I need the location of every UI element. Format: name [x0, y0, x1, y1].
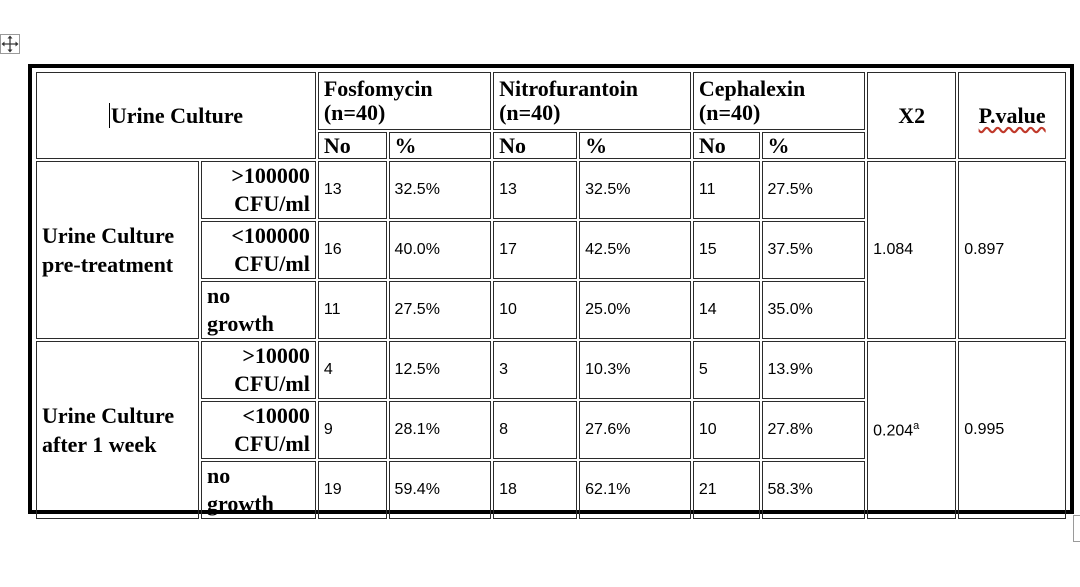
table-cell[interactable]: 17 [493, 221, 577, 279]
subheader-no[interactable]: No [318, 132, 387, 159]
table-move-handle-icon[interactable] [0, 34, 20, 54]
group-label-after-1-week[interactable]: Urine Culture after 1 week [36, 341, 199, 519]
group-label-pre-treatment[interactable]: Urine Culture pre-treatment [36, 161, 199, 339]
table-cell[interactable]: 18 [493, 461, 577, 519]
table-cell[interactable]: 12.5% [389, 341, 492, 399]
subheader-pct[interactable]: % [762, 132, 866, 159]
table-cell[interactable]: 10 [493, 281, 577, 339]
row-label[interactable]: <10000 CFU/ml [201, 401, 316, 459]
table-cell[interactable]: 32.5% [579, 161, 691, 219]
corner-header[interactable]: Urine Culture [36, 72, 316, 159]
table-cell[interactable]: 11 [318, 281, 387, 339]
table-cell[interactable]: 14 [693, 281, 760, 339]
header-pvalue[interactable]: P.value [958, 72, 1066, 159]
table-cell[interactable]: 16 [318, 221, 387, 279]
table-cell[interactable]: 9 [318, 401, 387, 459]
table-frame [28, 64, 1074, 514]
table-cell[interactable]: 15 [693, 221, 760, 279]
table-cell[interactable]: 25.0% [579, 281, 691, 339]
table-cell[interactable]: 13 [493, 161, 577, 219]
table-cell[interactable]: 62.1% [579, 461, 691, 519]
subheader-no[interactable]: No [693, 132, 760, 159]
table-cell[interactable]: 27.8% [762, 401, 866, 459]
x2-value-after-1-week[interactable]: 0.204$^a$ [867, 341, 956, 519]
table-cell[interactable]: 35.0% [762, 281, 866, 339]
header-fosfomycin[interactable]: Fosfomycin (n=40) [318, 72, 491, 130]
row-label[interactable]: >10000 CFU/ml [201, 341, 316, 399]
pvalue-after-1-week[interactable]: 0.995 [958, 341, 1066, 519]
table-cell[interactable]: 21 [693, 461, 760, 519]
table-cell[interactable]: 5 [693, 341, 760, 399]
table-cell[interactable]: 40.0% [389, 221, 492, 279]
table-cell[interactable]: 59.4% [389, 461, 492, 519]
table-cell[interactable]: 4 [318, 341, 387, 399]
subheader-pct[interactable]: % [389, 132, 492, 159]
table-cell[interactable]: 28.1% [389, 401, 492, 459]
subheader-pct[interactable]: % [579, 132, 691, 159]
table-cell[interactable]: 42.5% [579, 221, 691, 279]
row-label[interactable]: no growth [201, 281, 316, 339]
table-cell[interactable]: 8 [493, 401, 577, 459]
table-cell[interactable]: 27.6% [579, 401, 691, 459]
subheader-no[interactable]: No [493, 132, 577, 159]
results-table [34, 70, 1068, 521]
table-cell[interactable]: 10 [693, 401, 760, 459]
table-resize-handle-icon[interactable] [1073, 515, 1080, 542]
row-label[interactable]: >100000 CFU/ml [201, 161, 316, 219]
table-cell[interactable]: 3 [493, 341, 577, 399]
header-cephalexin[interactable]: Cephalexin (n=40) [693, 72, 865, 130]
table-cell[interactable]: 19 [318, 461, 387, 519]
table-cell[interactable]: 32.5% [389, 161, 492, 219]
header-x2[interactable]: X2 [867, 72, 956, 159]
table-cell[interactable]: 58.3% [762, 461, 866, 519]
table-cell[interactable]: 37.5% [762, 221, 866, 279]
row-label[interactable]: no growth [201, 461, 316, 519]
table-cell[interactable]: 13 [318, 161, 387, 219]
pvalue-pre-treatment[interactable]: 0.897 [958, 161, 1066, 339]
table-cell[interactable]: 10.3% [579, 341, 691, 399]
header-nitrofurantoin[interactable]: Nitrofurantoin (n=40) [493, 72, 691, 130]
table-cell[interactable]: 11 [693, 161, 760, 219]
x2-value-pre-treatment[interactable]: 1.084 [867, 161, 956, 339]
table-cell[interactable]: 13.9% [762, 341, 866, 399]
table-cell[interactable]: 27.5% [762, 161, 866, 219]
table-cell[interactable]: 27.5% [389, 281, 492, 339]
row-label[interactable]: <100000 CFU/ml [201, 221, 316, 279]
